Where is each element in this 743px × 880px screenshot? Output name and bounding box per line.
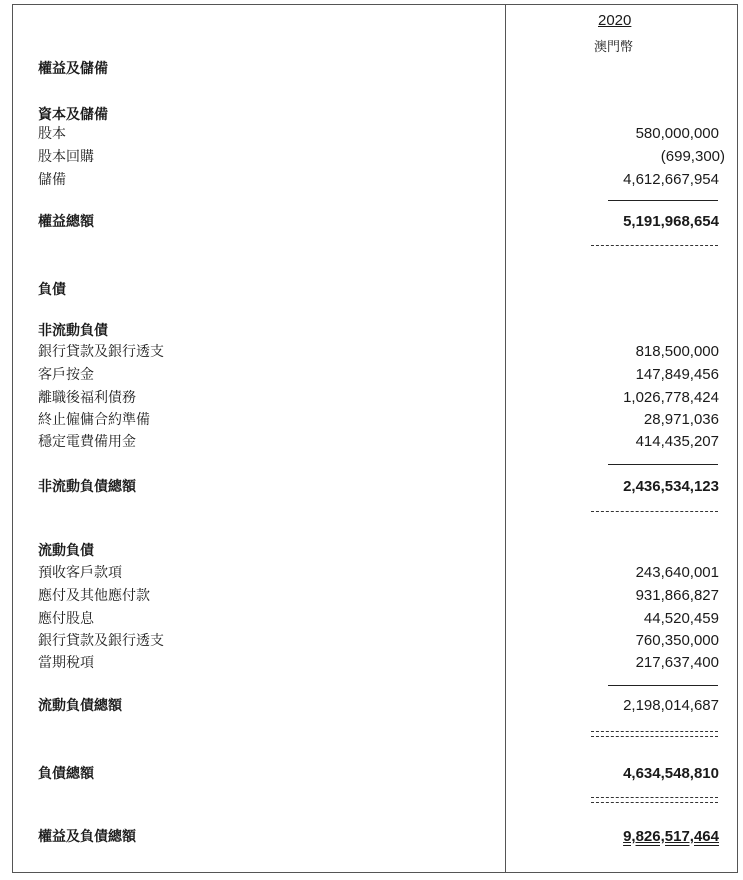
current-item-label: 預收客戶款項: [38, 565, 122, 581]
equity-item-label: 股本: [38, 126, 66, 142]
equity-title: 權益及儲備: [38, 61, 108, 77]
column-currency: 澳門幣: [594, 40, 634, 55]
current-item-label: 應付及其他應付款: [38, 588, 150, 604]
non-current-total-label: 非流動負債總額: [38, 479, 136, 495]
equity-item-value: (699,300): [660, 148, 725, 165]
non-current-section-title: 非流動負債: [38, 323, 108, 339]
liabilities-total-label: 負債總額: [38, 766, 94, 782]
equity-item-value: 580,000,000: [635, 125, 719, 142]
column-year: 2020: [598, 12, 632, 29]
current-item-value: 760,350,000: [635, 632, 719, 649]
current-item-label: 應付股息: [38, 611, 94, 627]
total-rule: [591, 802, 718, 803]
total-rule: [591, 736, 718, 737]
grand-total-value: 9,826,517,464: [623, 828, 719, 845]
equity-item-label: 股本回購: [38, 149, 94, 165]
current-item-value: 931,866,827: [635, 587, 719, 604]
subtotal-rule: [608, 464, 718, 465]
non-current-item-value: 1,026,778,424: [623, 389, 719, 406]
column-divider: [505, 4, 506, 873]
total-rule: [591, 245, 718, 246]
non-current-item-value: 147,849,456: [635, 366, 719, 383]
equity-total-label: 權益總額: [38, 214, 94, 230]
subtotal-rule: [608, 200, 718, 201]
non-current-item-label: 銀行貸款及銀行透支: [38, 344, 164, 360]
liabilities-total-value: 4,634,548,810: [623, 765, 719, 782]
total-rule: [591, 511, 718, 512]
non-current-item-value: 28,971,036: [643, 411, 719, 428]
liabilities-title: 負債: [38, 282, 66, 298]
non-current-total-value: 2,436,534,123: [623, 478, 719, 495]
current-total-value: 2,198,014,687: [623, 697, 719, 714]
total-rule: [591, 797, 718, 798]
non-current-item-label: 穩定電費備用金: [38, 434, 136, 450]
current-item-label: 銀行貸款及銀行透支: [38, 633, 164, 649]
current-item-value: 243,640,001: [635, 564, 719, 581]
non-current-item-value: 414,435,207: [635, 433, 719, 450]
capital-section-title: 資本及儲備: [38, 107, 108, 123]
subtotal-rule: [608, 685, 718, 686]
current-section-title: 流動負債: [38, 543, 94, 559]
non-current-item-label: 離職後福利債務: [38, 390, 136, 406]
total-rule: [591, 731, 718, 732]
non-current-item-label: 終止僱傭合約準備: [38, 412, 150, 428]
grand-total-label: 權益及負債總額: [38, 829, 136, 845]
equity-total-value: 5,191,968,654: [623, 213, 719, 230]
current-total-label: 流動負債總額: [38, 698, 122, 714]
equity-item-value: 4,612,667,954: [623, 171, 719, 188]
equity-item-label: 儲備: [38, 172, 66, 188]
current-item-value: 44,520,459: [643, 610, 719, 627]
non-current-item-value: 818,500,000: [635, 343, 719, 360]
current-item-label: 當期稅項: [38, 655, 94, 671]
non-current-item-label: 客戶按金: [38, 367, 94, 383]
current-item-value: 217,637,400: [635, 654, 719, 671]
